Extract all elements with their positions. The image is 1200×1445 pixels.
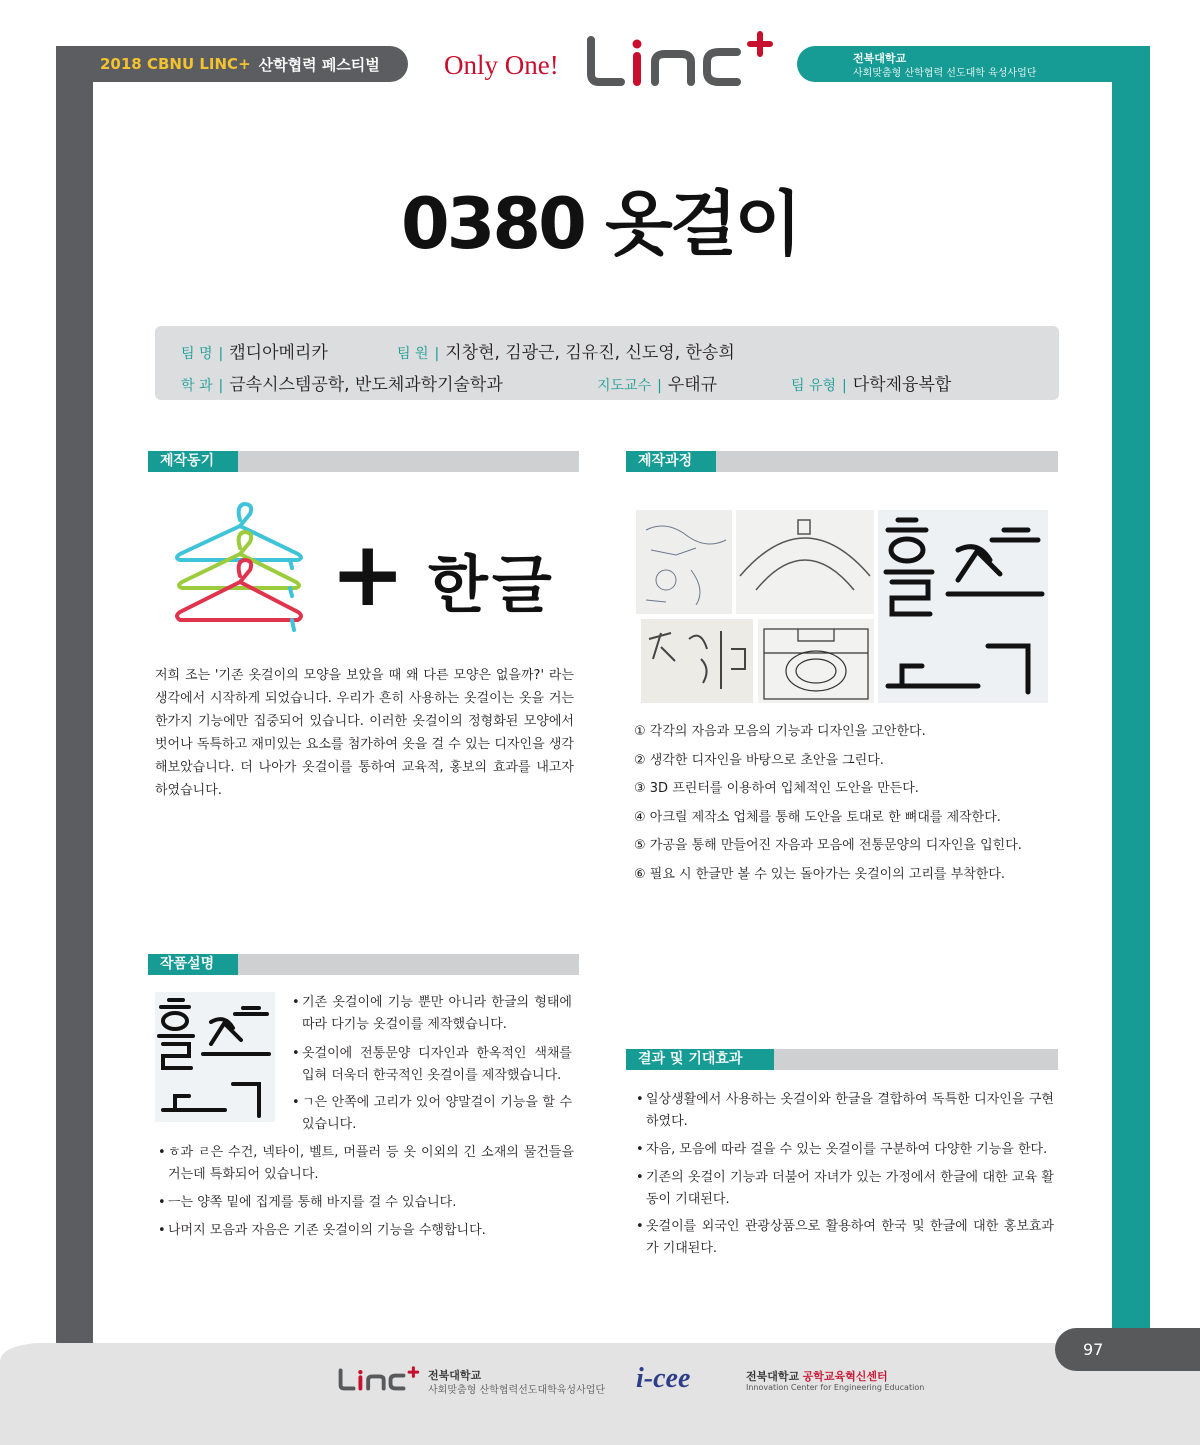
h-blueprint-photo bbox=[758, 619, 874, 703]
university-name: 전북대학교 bbox=[853, 52, 907, 65]
team-name-row bbox=[181, 338, 328, 363]
description-bullet-4 bbox=[158, 1142, 574, 1186]
bullet-text: 기존 옷걸이에 기능 뿐만 아니라 한글의 형태에 따라 다기능 옷걸이를 제작했습니다. bbox=[302, 995, 572, 1032]
hangul-hanger-shape bbox=[878, 510, 1048, 703]
linc-logo-icon bbox=[338, 1364, 422, 1394]
university-banner bbox=[797, 46, 1150, 82]
footer-linc-logo bbox=[338, 1364, 422, 1398]
festival-name: 산학협력 페스티벌 bbox=[258, 55, 380, 74]
sketch-photo bbox=[636, 510, 732, 614]
footer-icee-english: Innovation Center for Engineering Education bbox=[746, 1383, 925, 1392]
team-name: 캡디아메리카 bbox=[229, 343, 328, 363]
results-bullet-1 bbox=[636, 1089, 1054, 1133]
bullet-text: ㅎ과 ㄹ은 수건, 넥타이, 벨트, 머플러 등 옷 이외의 긴 소재의 물건들을 거는데 특화되어 있습니다. bbox=[168, 1145, 574, 1182]
dept-row bbox=[181, 370, 503, 395]
bullet-mark: • bbox=[158, 1223, 166, 1238]
members-row bbox=[397, 338, 735, 363]
bullet-text: ㄱ은 안쪽에 고리가 있어 양말걸이 기능을 할 수 있습니다. bbox=[302, 1095, 572, 1132]
h-blueprint bbox=[758, 619, 874, 703]
bullet-mark: • bbox=[636, 1142, 644, 1157]
bullet-text: ㅡ는 양쪽 밑에 집게를 통해 바지를 걸 수 있습니다. bbox=[168, 1195, 457, 1210]
dept-label: 학 과 bbox=[181, 378, 213, 394]
letters-sketch bbox=[641, 619, 753, 703]
description-header bbox=[148, 954, 579, 975]
letters-sketch-photo bbox=[641, 619, 753, 703]
bullet-text: 나머지 모음과 자음은 기존 옷걸이의 기능을 수행합니다. bbox=[168, 1223, 486, 1238]
description-heading: 작품설명 bbox=[148, 954, 238, 975]
motivation-header bbox=[148, 451, 579, 472]
hangul-hanger-small-shape bbox=[155, 992, 275, 1122]
separator: | bbox=[842, 378, 847, 394]
bullet-text: 옷걸이를 외국인 관광상품으로 활용하여 한국 및 한글에 대한 홍보효과가 기대된다. bbox=[646, 1219, 1054, 1256]
advisor-row bbox=[597, 370, 717, 395]
process-step-3: ③ 3D 프린터를 이용하여 입체적인 도안을 만든다. bbox=[634, 781, 919, 796]
page-number: 97 bbox=[1083, 1340, 1104, 1359]
description-bullet-3 bbox=[292, 1092, 572, 1136]
sketch-drawing bbox=[636, 510, 732, 614]
process-step-4: ④ 아크릴 제작소 업체를 통해 도안을 토대로 한 뼈대를 제작한다. bbox=[634, 810, 1001, 825]
hanger-icon bbox=[170, 498, 310, 646]
team-type-label: 팀 유형 bbox=[791, 378, 837, 394]
plus-sign: + bbox=[330, 522, 406, 627]
motivation-text: 저희 조는 '기존 옷걸이의 모양을 보았을 때 왜 다른 모양은 없을까?' 라는 생각에서 시작하게 되었습니다. 우리가 흔히 사용하는 옷걸이는 옷을 거는 한가지 기능에만 집중되어 있습니다. 이러한 옷걸이의 정형화된 모양에서 벗어나 독특하고 재미있는 요소를 첨가하여 옷을 걸 수 있는 디자인을 생각해보았습니다. 더 나아가 옷걸이를 통하여 교육적, 홍보의 효과를 내고자 하였습니다. bbox=[155, 668, 574, 798]
results-heading: 결과 및 기대효과 bbox=[626, 1049, 774, 1070]
team-info-box bbox=[155, 326, 1059, 400]
results-bullet-3 bbox=[636, 1167, 1054, 1211]
hangul-hanger-photo bbox=[878, 510, 1048, 703]
team-type: 다학제융복합 bbox=[852, 375, 952, 395]
slogan: Only One! bbox=[444, 50, 559, 80]
bullet-mark: • bbox=[292, 1046, 300, 1061]
separator: | bbox=[434, 346, 440, 362]
results-bullet-4 bbox=[636, 1216, 1054, 1260]
arc-sketch-photo bbox=[736, 510, 874, 614]
process-header bbox=[626, 451, 1058, 472]
results-bullet-2 bbox=[636, 1139, 1054, 1161]
bullet-mark: • bbox=[636, 1170, 644, 1185]
bullet-text: 자음, 모음에 따라 걸을 수 있는 옷걸이를 구분하여 다양한 기능을 한다. bbox=[646, 1142, 1048, 1157]
process-step-6: ⑥ 필요 시 한글만 볼 수 있는 돌아가는 옷걸이의 고리를 부착한다. bbox=[634, 867, 1006, 882]
hangers-illustration bbox=[170, 498, 310, 650]
team-type-row bbox=[791, 370, 951, 395]
members-label: 팀 원 bbox=[397, 346, 429, 362]
process-step-2: ② 생각한 디자인을 바탕으로 초안을 그린다. bbox=[634, 753, 884, 768]
description-bullet-1 bbox=[292, 992, 572, 1036]
program-name: 사회맞춤형 산학협력 선도대학 육성사업단 bbox=[853, 68, 1037, 79]
bullet-text: 옷걸이에 전통문양 디자인과 한옥적인 색채를 입혀 더욱더 한국적인 옷걸이를 제작했습니다. bbox=[302, 1046, 572, 1083]
members: 지창현, 김광근, 김유진, 신도영, 한송희 bbox=[445, 343, 735, 363]
footer-icee-center: 공학교육혁신센터 bbox=[802, 1370, 888, 1383]
bullet-mark: • bbox=[292, 995, 300, 1010]
separator: | bbox=[218, 346, 224, 362]
linc-logo bbox=[585, 30, 780, 94]
festival-year-label: 2018 CBNU LINC+ bbox=[100, 55, 251, 73]
process-step-1: ① 각각의 자음과 모음의 기능과 디자인을 고안한다. bbox=[634, 724, 926, 739]
separator: | bbox=[218, 378, 224, 394]
results-header bbox=[626, 1049, 1058, 1070]
description-bullet-5 bbox=[158, 1192, 574, 1214]
footer-icee-title bbox=[746, 1368, 888, 1384]
hangul-word: 한글 bbox=[428, 548, 556, 621]
advisor-label: 지도교수 bbox=[597, 378, 652, 394]
bullet-mark: • bbox=[158, 1145, 166, 1160]
bullet-mark: • bbox=[292, 1095, 300, 1110]
footer-icee-univ: 전북대학교 bbox=[746, 1370, 800, 1383]
footer-linc-program: 사회맞춤형 산학협력선도대학육성사업단 bbox=[428, 1385, 606, 1396]
bullet-mark: • bbox=[158, 1195, 166, 1210]
footer-curve bbox=[0, 1342, 1200, 1382]
footer-linc-univ: 전북대학교 bbox=[428, 1369, 482, 1382]
footer-icee-logo: i-cee bbox=[636, 1363, 691, 1394]
process-heading: 제작과정 bbox=[626, 451, 716, 472]
page-number-badge bbox=[1055, 1328, 1200, 1371]
advisor: 우태규 bbox=[667, 375, 718, 395]
hangul-hanger-small-photo bbox=[155, 992, 275, 1122]
bullet-text: 기존의 옷걸이 기능과 더불어 자녀가 있는 가정에서 한글에 대한 교육 활동이 기대된다. bbox=[646, 1170, 1054, 1207]
dept: 금속시스템공학, 반도체과학기술학과 bbox=[229, 375, 503, 395]
process-step-5: ⑤ 가공을 통해 만들어진 자음과 모음에 전통문양의 디자인을 입힌다. bbox=[634, 838, 1022, 853]
motivation-heading: 제작동기 bbox=[148, 451, 238, 472]
description-bullet-6 bbox=[158, 1220, 574, 1242]
bullet-mark: • bbox=[636, 1092, 644, 1107]
linc-logo-icon bbox=[585, 30, 780, 90]
bullet-text: 일상생활에서 사용하는 옷걸이와 한글을 결합하여 독특한 디자인을 구현하였다. bbox=[646, 1092, 1054, 1129]
team-name-label: 팀 명 bbox=[181, 346, 213, 362]
arc-sketch bbox=[736, 510, 874, 614]
description-bullet-2 bbox=[292, 1043, 572, 1087]
page-title: 0380 옷걸이 bbox=[400, 183, 800, 265]
separator: | bbox=[657, 378, 662, 394]
festival-banner bbox=[56, 46, 408, 82]
bullet-mark: • bbox=[636, 1219, 644, 1234]
